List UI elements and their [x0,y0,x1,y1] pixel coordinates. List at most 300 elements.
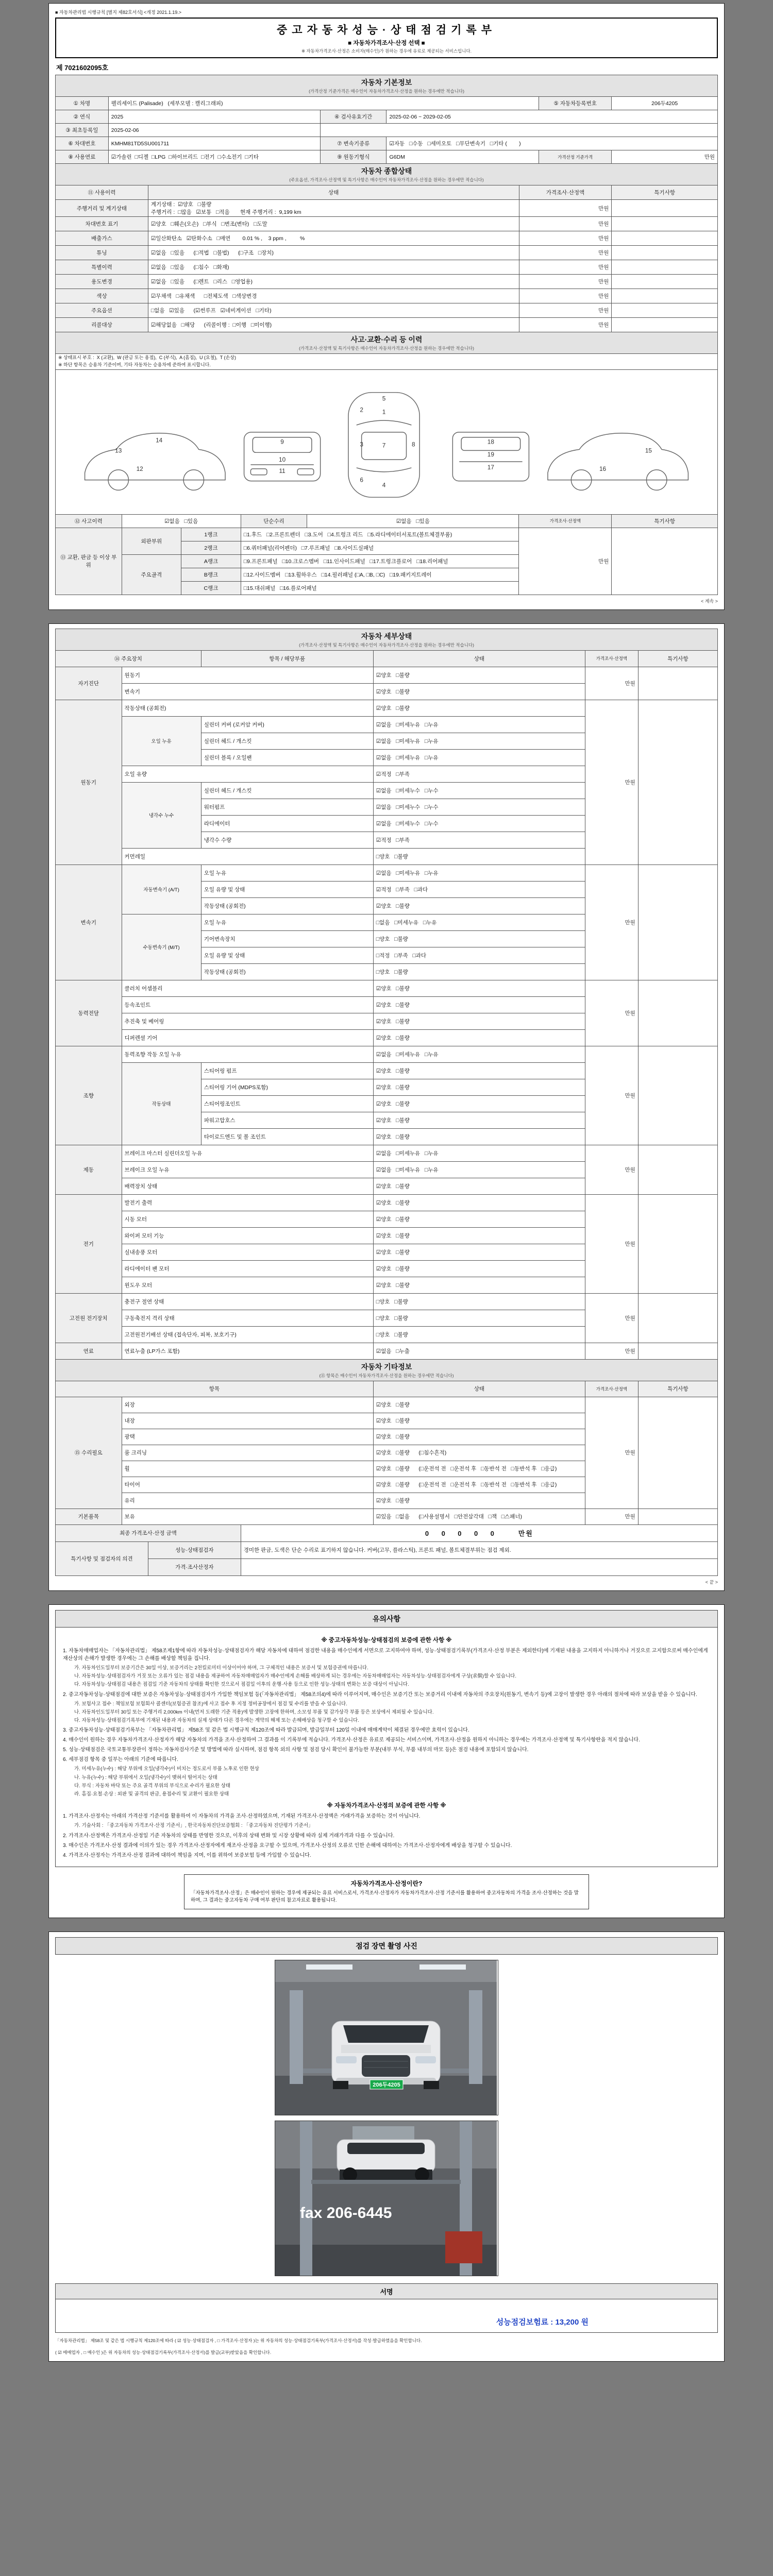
notice-line: ※ 중고자동차성능·상태점검의 보증에 관한 사항 ※ [321,1637,452,1643]
cell: ☑양호 □불량 [373,1429,585,1445]
cell: 상태 [373,1381,585,1397]
cell: ☑양호 □불량 [373,996,585,1013]
photo-underside-svg [275,2121,497,2276]
side-view-left [85,433,225,480]
cell [638,1194,717,1293]
notice-line: 2. 가격조사·산정액은 가격조사·산정일 기준 자동차의 상태를 반영한 것으로, 이후의 상태 변화 및 시장 상황에 따라 실제 거래가격과 다를 수 있습니다. [63,1833,395,1839]
cell: ☑양호 □불량 [373,1244,585,1260]
table-row [56,528,718,541]
notice-line: 나. 자동차인도일부터 30일 또는 주행거리 2,000km 이내(먼저 도래한 기준 적용)에 발생한 고장에 한하며, 소모성 부품 및 감가상각 부품 등은 보상에서 제외될 수 있습니다. [74,1709,434,1715]
cell: 파워고압호스 [201,1112,373,1128]
cell: 만원 [585,1343,638,1359]
cell: 자기진단 [56,667,122,700]
diagram-part-number: 15 [645,447,652,454]
notices-body [55,1628,718,1867]
cell [638,865,717,980]
license-plate-overlay [370,2080,403,2089]
cell: ⑭ 주요장치 [56,650,201,667]
diagram-part-number: 7 [382,442,386,449]
notice-line: 3. 매수인은 가격조사·산정 결과에 이의가 있는 경우 가격조사·산정자에게 재조사·산정을 요구할 수 있으며, 가격조사·산정의 오류로 인한 손해에 대하여는 가격조사·산정자에게 배상을 청구할 수 있습니다. [63,1842,512,1849]
cell [612,318,718,332]
model-year-value: 2025 [108,110,320,124]
table-row [56,865,718,881]
cell [612,260,718,275]
inspection-photo-underside [275,2121,498,2276]
table-row [56,629,718,650]
cell: 내장 [122,1413,373,1429]
cell: 작동상태 (공회전) [201,963,373,980]
notice-line: 나. 누유(누수) : 해당 부위에서 오일(냉각수)이 맺혀서 떨어지는 상태 [74,1774,217,1781]
cell: 클러치 어셈블리 [122,980,373,996]
cell: 타이로드엔드 및 볼 조인트 [201,1128,373,1145]
cell: 작동상태 (공회전) [122,700,373,716]
cell: 고전원전기배선 상태 (접속단자, 피복, 보호기구) [122,1326,373,1343]
section-title-accident: 사고·교환·수리 등 이력 (가격조사·산정액 및 특기사항은 매수인이 자동차가격조사·산정을 원하는 경우에만 적습니다) [56,332,718,354]
cell: 유리 [122,1493,373,1509]
basic-info-table [55,75,718,164]
table-row [56,1194,718,1211]
cell: 특기사항 [612,185,718,200]
cell: ☑적정 □부족 [373,766,585,782]
table-row [56,980,718,996]
lift-post-left [300,2121,312,2276]
cell: 특기사항 [638,650,717,667]
mileage-status-value: 계기상태 : ☑양호 □불량 주행거리 : □많음 ☑보통 □적음 현재 주행거리 : 9,199 km [148,200,519,217]
table-row [56,1046,718,1062]
table-row [56,1397,718,1413]
cell: 윈도우 모터 [122,1277,373,1293]
diagram-part-number: 14 [156,436,163,444]
cell: 고전원 전기장치 [56,1293,122,1343]
cell [638,1509,717,1524]
cell: ☑없음 □미세누유 □누유 [373,733,585,749]
car-damage-diagram-cell [56,369,718,514]
overall-status-table [55,163,718,332]
red-toolbox [445,2231,482,2263]
table-row [56,303,718,318]
cell: 특기사항 [612,514,718,528]
cell: 차대번호 표기 [56,217,148,231]
diagram-part-number: 17 [487,463,494,471]
inspection-photo-front [275,1960,498,2115]
cell: 휠 [122,1461,373,1477]
emission-value: ☑일산화탄소 ☑탄화수소 □매연 0.01 % , 3 ppm , % [148,231,519,246]
cell: 용도변경 [56,275,148,289]
cell: 냉각수 누수 [122,782,201,848]
cell: ☑양호 □불량 [373,1079,585,1095]
cell [612,289,718,303]
cell [612,246,718,260]
cell: 만원 [519,289,612,303]
cell: 연료누출 (LP가스 포함) [122,1343,373,1359]
diagram-part-number: 8 [412,440,415,448]
inspection-period-value: 2025-02-06 ~ 2029-02-05 [386,110,718,124]
report-page-1 [48,3,725,610]
inspection-insurance-fee: 성능점검보험료 : 13,200 원 [496,2318,589,2327]
etc-info-table [55,1359,718,1525]
engine-type-value: G6DM [386,150,539,164]
cell: 오일 누유 [201,865,373,881]
cell: ☑양호 □불량 [373,683,585,700]
table-row [56,1558,718,1575]
inspector-opinion-value: 경미한 판금, 도색은 단순 수리로 표기하지 않습니다. 커버(고무, 플라스틱), 프론트 패널, 볼트체결부위는 점검 제외. [241,1541,717,1558]
cell [320,124,717,137]
cell: 가격산정 기준가격 [539,150,612,164]
cell: ☑적정 □부족 □과다 [373,881,585,897]
cell: 항목 / 해당부품 [201,650,373,667]
cell: □양호 □불량 [373,1293,585,1310]
cell [638,1046,717,1145]
document-subtitle: ■ 자동차가격조사·산정 선택 ■ [348,40,425,46]
cell: 실린더 헤드 / 개스킷 [201,782,373,799]
cell: 구동축전지 격리 상태 [122,1310,373,1326]
cell: 만원 [519,200,612,217]
cell: □없음 ☑있음 (☑썬루프 ☑네비게이션 □기타) [148,303,519,318]
cell: 실린더 헤드 / 개스킷 [201,733,373,749]
cell: 리콜대상 [56,318,148,332]
first-registration-value: 2025-02-06 [108,124,320,137]
final-price-value: 0 0 0 0 0 만원 [241,1524,717,1541]
cell: ☑없음 □미세누유 □누유 [373,749,585,766]
cell: 동력전달 [56,980,122,1046]
cell: 가격조사·산정액 [585,1381,638,1397]
footer-line-2: ( ☑ 매매업자 , □ 매수인 )은 위 자동차의 성능·상태점검기록부(가격조사·산정서)를 발급(교부)받았음을 확인합니다. [55,2349,272,2355]
cell: 등속조인트 [122,996,373,1013]
notice-line: 다. 자동차성능·상태점검 내용은 점검일 기준 자동차의 상태를 확인한 것으로서 점검일 이후의 운행·사용 등으로 인한 성능·상태의 변화는 보증 대상이 아닙니다. [74,1682,409,1688]
car-damage-diagram [59,385,714,505]
diagram-part-number: 10 [279,455,286,463]
table-row [56,137,718,150]
table-row [56,1381,718,1397]
table-row [56,1541,718,1558]
table-row [56,514,718,528]
diagram-part-number: 12 [136,465,143,472]
cell: 추진축 및 베어링 [122,1013,373,1029]
table-row [56,246,718,260]
cell: □양호 □불량 [373,930,585,947]
table-row [56,124,718,137]
table-row [56,185,718,200]
accident-history-table [55,332,718,595]
cell: 만원 [585,700,638,865]
cell: 작동상태 (공회전) [201,897,373,914]
cell: ☑양호 □불량 [373,1397,585,1413]
diagram-part-number: 19 [487,451,494,459]
section-title-overall: 자동차 종합상태 (주요옵션, 가격조사·산정액 및 특기사항은 매수인이 자동차가격조사·산정을 원하는 경우에만 적습니다) [56,164,718,185]
cell: B랭크 [181,568,241,581]
signature-box [55,2283,718,2333]
simple-repair-value: ☑없음 □있음 [307,514,519,528]
grid-table [55,1359,718,1525]
cell: □적정 □부족 □과다 [373,947,585,963]
cell: 실내송풍 모터 [122,1244,373,1260]
cell: 만원 [585,865,638,980]
cell: 스티어링조인트 [201,1095,373,1112]
table-row [56,1343,718,1359]
cell: 배력장치 상태 [122,1178,373,1194]
cell: □양호 □불량 [373,1326,585,1343]
signature-title: 서명 [56,2284,717,2299]
cell: ⑥ 차대번호 [56,137,109,150]
cell: □6.쿼터패널(리어펜더) □7.루프패널 □8.사이드실패널 [241,541,519,554]
final-price-table [55,1524,718,1576]
cell: 오일 유량 및 상태 [201,881,373,897]
cell: ☑양호 □불량 [373,1128,585,1145]
cell: ☑없음 □미세누유 □누유 [373,1145,585,1161]
cell: ④ 검사유효기간 [320,110,386,124]
cell: ☑없음 □미세누수 □누수 [373,782,585,799]
cell: 실린더 커버 (로커암 커버) [201,716,373,733]
cell: 만원 [519,217,612,231]
notice-line: 가. 기술사회 : 「중고자동차 가격조사·산정 기준서」, 한국자동차진단보증협회 : 「중고자동차 진단평가 기준서」 [74,1823,313,1829]
table-row [56,150,718,164]
cell: ☑없음 □미세누유 □누유 [373,716,585,733]
cell: 오일 누유 [201,914,373,930]
cell: ☑양호 □훼손(오손) □부식 □변조(변타) □도말 [148,217,519,231]
notice-line: 가. 자동차인도일부터 보증기간은 30일 이상, 보증거리는 2천킬로미터 이상이어야 하며, 그 구체적인 내용은 보증서 및 보험증권에 따릅니다. [74,1665,368,1671]
table-row [56,97,718,110]
cell: ☑양호 □불량 (□운전석 전 □운전석 후 □동반석 전 □동반석 후 □응급) [373,1477,585,1493]
form-reference: ■ 자동차관리법 시행규칙 [별지 제82호서식] <개정 2021.1.19.> [55,10,181,15]
cell: ☑무채색 □유채색 □전체도색 □색상변경 [148,289,519,303]
cell: ☑양호 □불량 [373,1029,585,1046]
cell: 배출가스 [56,231,148,246]
cell: 워터펌프 [201,799,373,815]
document-subnote: ※ 자동차가격조사·산정은 소비자(매수인)가 원하는 경우에 유료로 제공되는 서비스입니다. [301,48,472,54]
table-row [56,354,718,370]
fuel-type-value: ☑가솔린 □디젤 □LPG □하이브리드 □전기 □수소전기 □기타 [108,150,320,164]
photo-front-svg [275,1960,497,2115]
cell: ③ 최초등록일 [56,124,109,137]
section-title-etc: 자동차 기타정보 (⑮ 항목은 매수인이 자동차가격조사·산정을 원하는 경우에만 적습니다) [56,1359,718,1381]
cell: 주요골격 [122,554,181,595]
cell: 제동 [56,1145,122,1194]
final-price-label: 최종 가격조사·산정 금액 [56,1524,241,1541]
notice-line: 가. 미세누유(누수) : 해당 부위에 오일(냉각수)이 비치는 정도로서 부품 노후로 인한 현상 [74,1766,259,1772]
cell: 기어변속장치 [201,930,373,947]
cell [612,275,718,289]
notices-title: 유의사항 [55,1610,718,1628]
diagram-part-number: 6 [360,476,363,484]
grid-table [55,75,718,164]
cell: 스티어링 펌프 [201,1062,373,1079]
cell: ☑양호 □불량 [373,1062,585,1079]
cell: 가격조사·산정액 [519,514,612,528]
cell: 만원 [585,667,638,700]
cell: 자동변속기 (A/T) [122,865,201,914]
diagram-part-number: 5 [382,395,386,402]
diagram-part-number: 16 [599,465,607,472]
footer-line-1: 「자동차관리법」 제58조 및 같은 법 시행규칙 제120조에 따라 ( ☑ 성능·상태점검자 , □ 가격조사·산정자 )는 위 자동차의 성능·상태점검기록부(가격조사·산정서)를 작성·발급하였음을 확인합니다. [55,2338,422,2344]
cell: 단순수리 [241,514,307,528]
cell: ☑없음 □있음 (□침수 □화재) [148,260,519,275]
cell: 가격조사·산정액 [519,185,612,200]
cell: 색상 [56,289,148,303]
cell [612,200,718,217]
end-note: < 끝 > [705,1579,718,1585]
cell: ☑양호 □불량 [373,1277,585,1293]
cell: 튜닝 [56,246,148,260]
cell: 만원 [612,150,718,164]
notice-line: 2. 중고자동차성능·상태점검에 대한 보증은 자동차성능·상태점검자가 가입한 책임보험 등(「자동차관리법」 제58조의4)에 따라 이루어지며, 매수인은 보증기간 또는 보증거리 이내에 자동차의 주요장치(원동기, 변속기 등)에 고장이 발생한 경우 아래의 절차에 따라 보상을 받을 수 있습니다. [63,1691,697,1698]
document-number: 제 7021602095호 [56,64,109,72]
cell: 1랭크 [181,528,241,541]
cell: 만원 [585,1293,638,1343]
cell: 가격·조사산정자 [148,1558,241,1575]
cell: □양호 □불량 [373,848,585,865]
cell: ☑양호 □불량 [373,1260,585,1277]
cell: 만원 [519,231,612,246]
cell: 광택 [122,1429,373,1445]
diagram-part-number: 3 [360,440,363,448]
cell: C랭크 [181,581,241,595]
cell: 라디에이터 팬 모터 [122,1260,373,1277]
cell [638,1293,717,1343]
cell: 만원 [585,1145,638,1194]
notice-line: 1. 자동차매매업자는 「자동차관리법」 제58조제1항에 따라 자동차성능·상태점검자가 해당 자동차에 대하여 점검한 내용을 매수인에게 서면으로 고지하여야 하며, 성능·상태점검기록부(가격조사·산정 부분은 제외한다)에 기재된 내용을 고지하지 아니하거나 거짓으로 고지함으로써 매수인에게 재산상의 손해가 발생한 경우에는 그 손해를 배상할 책임을 집니다. [63,1648,708,1662]
cell: ☑없음 □누출 [373,1343,585,1359]
cell: 전기 [56,1194,122,1293]
cell [241,1558,717,1575]
cell: 외판부위 [122,528,181,554]
cell [612,231,718,246]
cell: □15.대쉬패널 □16.플로어패널 [241,581,519,595]
cell: 연료 [56,1343,122,1359]
table-row [56,650,718,667]
cell: 라디에이터 [201,815,373,832]
photo-overlay-text: fax 206-6445 [300,2205,392,2222]
cell: 작동상태 [122,1062,201,1145]
notice-line: 4. 매수인이 원하는 경우 자동차가격조사·산정자가 해당 자동차의 가격을 조사·산정하여 그 결과를 이 기록부에 적습니다. 가격조사·산정은 유료로 제공되는 서비스이며, 가격조사·산정을 원하지 아니하는 경우에는 가격조사·산정액 및 특기사항란을 적지 않습니다. [63,1737,640,1743]
table-row [56,667,718,683]
cell: □12.사이드멤버 □13.휠하우스 □14.필러패널 (□A, □B, □C) □19.패키지트레이 [241,568,519,581]
cell: ☑양호 □불량 [373,1194,585,1211]
cell: ☑양호 □불량 [373,1211,585,1227]
cell: 수동변속기 (M/T) [122,914,201,980]
grid-table [55,629,718,1360]
notice-line: ※ 자동차가격조사·산정의 보증에 관한 사항 ※ [327,1803,446,1809]
table-row [56,289,718,303]
side-view-right [548,433,688,490]
table-row [56,260,718,275]
notices-page [48,1604,725,1918]
cell: 상태 [373,650,585,667]
diagram-part-number: 4 [382,481,386,489]
cell: 만원 [585,1046,638,1145]
cell: ☑양호 □불량 [373,1095,585,1112]
table-row [56,1359,718,1381]
cell: 특기사항 및 점검자의 의견 [56,1541,148,1575]
cell: 브레이크 오일 누유 [122,1161,373,1178]
cell: 오일 누유 [122,716,201,766]
diagram-part-number: 18 [487,438,494,446]
cell: 주행거리 및 계기상태 [56,200,148,217]
cell [638,1343,717,1359]
title-box [55,18,718,58]
cell: □9.프론트패널 □10.크로스멤버 □11.인사이드패널 □17.트렁크플로어 □18.리어패널 [241,554,519,568]
notice-line: 4. 가격조사·산정자는 가격조사·산정 결과에 대하여 책임을 지며, 이를 위하여 보증보험 등에 가입할 수 있습니다. [63,1852,311,1858]
cell: □양호 □불량 [373,963,585,980]
cell: ⑦ 변속기종류 [320,137,386,150]
cell: ☑없음 □미세누유 □누유 [373,1046,585,1062]
cell: 원동기 [122,667,373,683]
notice-line: 5. 성능·상태점검은 국토교통부장관이 정하는 자동차검사기준 및 방법에 따라 실시하며, 점검 항목 외의 사항 및 점검 당시 확인이 불가능한 부분(내부 부식, 부품 내부의 마모 등)은 점검 내용에 포함되지 않습니다. [63,1747,529,1753]
cell: 브레이크 마스터 실린더오일 누유 [122,1145,373,1161]
cell: 만원 [519,275,612,289]
signature-area [56,2299,717,2332]
price-survey-info-title: 자동차가격조사·산정이란? [350,1879,423,1887]
cell: A랭크 [181,554,241,568]
cell [638,700,717,865]
cell: 룸 크리닝 [122,1445,373,1461]
cell: 만원 [519,528,612,595]
cell: ⑪ 사용이력 [56,185,148,200]
cell: ⑫ 사고이력 [56,514,122,528]
diagram-part-number: 13 [115,447,122,454]
cell [638,1397,717,1509]
cell: ① 차명 [56,97,109,110]
diagram-part-number: 11 [279,467,285,474]
cell: 기본품목 [56,1509,122,1524]
cell: ⑬ 교환, 판금 등 이상 부위 [56,528,122,595]
cell: ② 연식 [56,110,109,124]
vin-value: KMHM81TD5SU001711 [108,137,320,150]
cell: 실린더 블록 / 오일팬 [201,749,373,766]
cell: 만원 [585,980,638,1046]
cell: 외장 [122,1397,373,1413]
cell: ☑양호 □불량 [373,1013,585,1029]
table-row [56,275,718,289]
photos-title: 점검 장면 촬영 사진 [55,1937,718,1955]
cell: 커먼레일 [122,848,373,865]
notice-line: 3. 중고자동차성능·상태점검기록부는 「자동차관리법」 제58조 및 같은 법 시행규칙 제120조에 따라 발급되며, 발급일부터 120일 이내에 매매계약이 체결된 경우에만 효력이 있습니다. [63,1727,469,1734]
cell: 변속기 [122,683,373,700]
notice-line: 나. 자동차성능·상태점검자가 거짓 또는 오류가 있는 점검 내용을 제공하여 자동차매매업자가 매수인에게 손해를 배상하게 되는 경우에는 자동차매매업자는 자동차성능·상태점검자에게 구상(求償)할 수 있습니다. [74,1673,516,1680]
notice-line: 가. 보험사고 접수 : 책임보험 보험회사 콜센터(보험증권 참조)에 사고 접수 후 지정 정비공장에서 점검 및 수리를 받을 수 있습니다. [74,1701,347,1707]
cell [612,217,718,231]
cell: □없음 □미세누유 □누유 [373,914,585,930]
cell [638,1145,717,1194]
license-plate-text: 206두4205 [373,2082,400,2089]
cell: 만원 [519,260,612,275]
cell: 오일 유량 및 상태 [201,947,373,963]
cell: ⑨ 원동기형식 [320,150,386,164]
cell: ☑있음 □없음 (□사용설명서 □안전삼각대 □잭 □스패너) [373,1509,585,1524]
cell: 성능·상태점검자 [148,1541,241,1558]
car-name-value: 펠리세이드 (Palisade) (세부모델 : 캘리그래피) [108,97,539,110]
table-row [56,700,718,716]
plate-number-value: 206두4205 [612,97,718,110]
cell: ☑양호 □불량 [373,897,585,914]
cell: 2랭크 [181,541,241,554]
cell: ☑양호 □불량 (□운전석 전 □운전석 후 □동반석 전 □동반석 후 □응급) [373,1461,585,1477]
cell: 스티어링 기어 (MDPS포함) [201,1079,373,1095]
transmission-type-value: ☑자동 □수동 □세미오토 □무단변속기 □기타 ( ) [386,137,718,150]
document-title: 중고자동차성능·상태점검기록부 [277,24,496,36]
cell: ⑤ 자동차등록번호 [539,97,612,110]
cell: ☑양호 □불량 [373,1112,585,1128]
continue-note: < 계속 > [701,598,718,604]
cell [638,667,717,700]
notice-line: 다. 부식 : 자동차 바닥 또는 주요 골격 부위의 부식으로 수리가 필요한 상태 [74,1783,231,1789]
cell: 조향 [56,1046,122,1145]
cell: 주요옵션 [56,303,148,318]
cell: 시동 모터 [122,1211,373,1227]
cell: 항목 [56,1381,374,1397]
lift-post-left [290,1990,303,2084]
table-row [56,231,718,246]
cell: 만원 [585,1397,638,1509]
